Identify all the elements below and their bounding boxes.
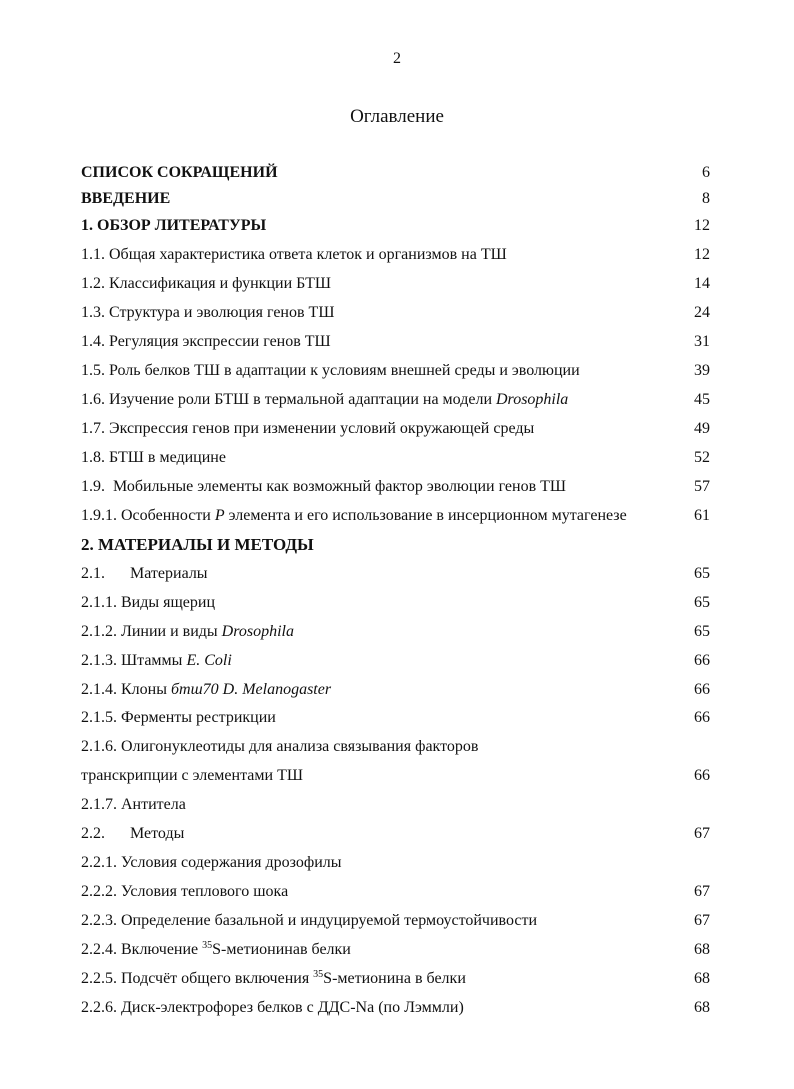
- toc-entry-label: 1.3. Структура и эволюция генов ТШ: [81, 304, 335, 321]
- toc-entry-page: 68: [694, 941, 710, 958]
- toc-entry-label: 2.2.6. Диск-электрофорез белков с ДДС-Na (по Лэммли): [81, 999, 464, 1016]
- toc-entry-page: 66: [694, 767, 710, 784]
- toc-entry-label: 1.9.1. Особенности P элемента и его использование в инсерционном мутагенезе: [81, 507, 627, 524]
- toc-entry-page: 52: [694, 449, 710, 466]
- page-number: 2: [393, 50, 401, 67]
- toc-entry-page: 57: [694, 478, 710, 495]
- toc-entry-label: 2.2.3. Определение базальной и индуцируемой термоустойчивости: [81, 912, 538, 929]
- toc-entry: [81, 650, 710, 672]
- toc-entry-page: 39: [694, 362, 710, 379]
- toc-entry-page: 68: [694, 970, 710, 987]
- toc-entry: [81, 360, 710, 382]
- toc-entry-label: ВВЕДЕНИЕ: [81, 190, 171, 207]
- toc-entry-page: 65: [694, 594, 710, 611]
- toc-entry-label: 2. МАТЕРИАЛЫ И МЕТОДЫ: [81, 535, 314, 554]
- toc-entry-page: 66: [694, 709, 710, 726]
- toc-entry-page: 67: [694, 883, 710, 900]
- toc-entry-page: 67: [694, 825, 710, 842]
- toc-entry: [81, 534, 710, 556]
- toc-entry-page: 61: [694, 507, 710, 524]
- toc-entry: [81, 331, 710, 353]
- toc-entry-label: 2.2.2. Условия теплового шока: [81, 883, 289, 900]
- toc-entry: [81, 794, 710, 816]
- toc-entry-label: 2.1. Материалы: [81, 565, 208, 582]
- toc-entry-label: 2.1.1. Виды ящериц: [81, 594, 216, 611]
- toc-entry: [81, 736, 710, 758]
- toc-entry: [81, 592, 710, 614]
- toc-entry-page: 12: [694, 217, 710, 234]
- toc-entry-page: 45: [694, 391, 710, 408]
- toc-entry-label: 1. ОБЗОР ЛИТЕРАТУРЫ: [81, 217, 267, 234]
- toc-entry-label: 2.2. Методы: [81, 825, 185, 842]
- toc-entry-label: 2.2.1. Условия содержания дрозофилы: [81, 854, 342, 871]
- toc-entry: [81, 476, 710, 498]
- toc-entry-page: 65: [694, 565, 710, 582]
- toc-entry-label: 2.1.2. Линии и виды Drosophila: [81, 623, 294, 640]
- toc-entry-page: 12: [694, 246, 710, 263]
- toc-entry: [81, 997, 710, 1019]
- toc-entry-label: 2.1.4. Клоны бтш70 D. Melanogaster: [81, 681, 332, 698]
- toc-entry: [81, 707, 710, 729]
- toc-entry: [81, 563, 710, 585]
- toc-entry: [81, 852, 710, 874]
- toc-entry: [81, 621, 710, 643]
- toc-entry: [81, 389, 710, 411]
- toc-entry-label: 1.5. Роль белков ТШ в адаптации к условиям внешней среды и эволюции: [81, 362, 580, 379]
- toc-entry: [81, 939, 710, 961]
- toc-entry: [81, 302, 710, 324]
- toc-entry: [81, 273, 710, 295]
- toc-entry-page: 6: [702, 164, 710, 181]
- toc-title: Оглавление: [350, 106, 444, 127]
- toc-entry: [81, 679, 710, 701]
- toc-entry-label: 1.2. Классификация и функции БТШ: [81, 275, 332, 292]
- toc-entry-page: 65: [694, 623, 710, 640]
- toc-entry: [81, 765, 710, 787]
- toc-entry-page: 31: [694, 333, 710, 350]
- toc-entry: [81, 823, 710, 845]
- toc-entry: [81, 188, 710, 210]
- toc-entry: [81, 162, 710, 184]
- toc-entry-label: 1.7. Экспрессия генов при изменении условий окружающей среды: [81, 420, 535, 437]
- toc-entry-page: 14: [694, 275, 710, 292]
- toc-entry: [81, 215, 710, 237]
- toc-entry-label: 1.8. БТШ в медицине: [81, 449, 226, 466]
- toc-entry-label: транскрипции с элементами ТШ: [81, 767, 303, 784]
- toc-entry-label: СПИСОК СОКРАЩЕНИЙ: [81, 164, 278, 181]
- toc-entry: [81, 447, 710, 469]
- toc-entry-page: 68: [694, 999, 710, 1016]
- toc-entry-label: 2.1.3. Штаммы E. Coli: [81, 652, 232, 669]
- toc-entry-page: 49: [694, 420, 710, 437]
- toc-entry: [81, 505, 710, 527]
- toc-entry: [81, 968, 710, 990]
- toc-entry-page: 8: [702, 190, 710, 207]
- toc-entry: [81, 418, 710, 440]
- toc-entry-label: 1.1. Общая характеристика ответа клеток и организмов на ТШ: [81, 246, 507, 263]
- toc-entry-label: 1.6. Изучение роли БТШ в термальной адаптации на модели Drosophila: [81, 391, 569, 408]
- toc-entry-label: 1.9. Мобильные элементы как возможный фактор эволюции генов ТШ: [81, 478, 567, 495]
- toc-entry-label: 2.1.6. Олигонуклеотиды для анализа связывания факторов: [81, 738, 479, 755]
- toc-entry-page: 66: [694, 652, 710, 669]
- toc-entry-page: 24: [694, 304, 710, 321]
- toc-entry: [81, 910, 710, 932]
- toc-entry: [81, 244, 710, 266]
- toc-entry-page: 66: [694, 681, 710, 698]
- toc-entry-label: 2.1.5. Ферменты рестрикции: [81, 709, 276, 726]
- toc-entry-label: 2.1.7. Антитела: [81, 796, 186, 813]
- toc-entry-label: 2.2.4. Включение $^{35}$S-метионинав белки: [81, 940, 351, 958]
- toc-entry-label: 2.2.5. Подсчёт общего включения $^{35}$S-метионина в белки: [81, 969, 466, 987]
- toc-entry-page: 67: [694, 912, 710, 929]
- toc-entry: [81, 881, 710, 903]
- toc-entry-label: 1.4. Регуляция экспрессии генов ТШ: [81, 333, 331, 350]
